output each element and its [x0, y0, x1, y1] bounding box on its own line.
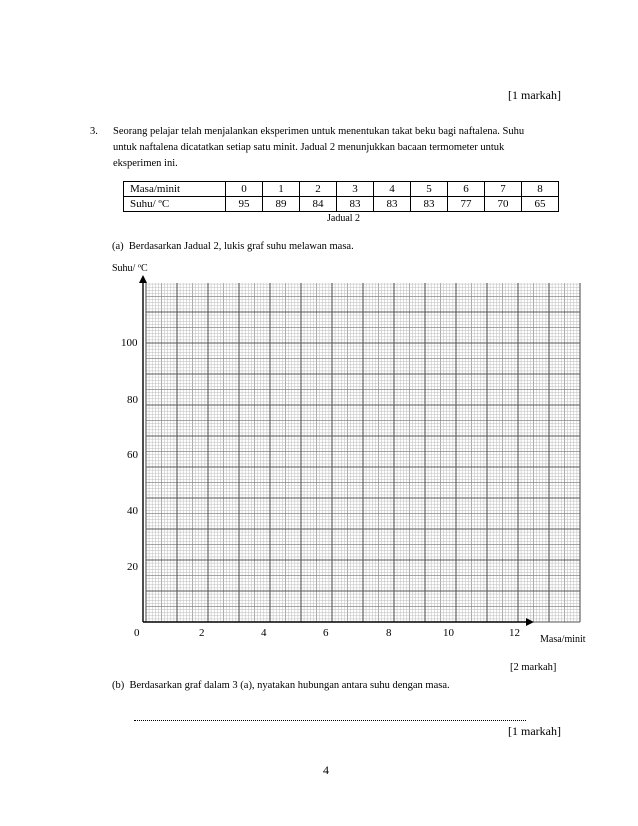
answer-line[interactable] — [134, 708, 526, 721]
question-line-3: eksperimen ini. — [113, 158, 178, 169]
x-tick-label: 10 — [443, 627, 454, 639]
table-cell: 3 — [337, 182, 374, 197]
part-b-mark: [1 markah] — [508, 724, 561, 738]
page-number: 4 — [323, 763, 329, 777]
table-cell: 77 — [448, 197, 485, 212]
question-number: 3. — [90, 126, 98, 137]
table-cell: 83 — [374, 197, 411, 212]
table-cell: 83 — [411, 197, 448, 212]
table-cell: 70 — [485, 197, 522, 212]
x-tick-label: 4 — [261, 627, 267, 639]
table-cell: 4 — [374, 182, 411, 197]
table-cell: 83 — [337, 197, 374, 212]
y-tick-label: 20 — [127, 561, 138, 573]
x-axis-arrow — [526, 618, 534, 626]
table-cell: 1 — [263, 182, 300, 197]
table-cell: 95 — [226, 197, 263, 212]
table-cell: 65 — [522, 197, 559, 212]
x-tick-label: 0 — [134, 627, 140, 639]
table-cell: 7 — [485, 182, 522, 197]
x-tick-label: 8 — [386, 627, 392, 639]
x-tick-label: 2 — [199, 627, 205, 639]
table-cell: 5 — [411, 182, 448, 197]
table-cell: 0 — [226, 182, 263, 197]
y-tick-label: 100 — [121, 337, 138, 349]
y-axis-label: Suhu/ ºC — [112, 263, 148, 274]
question-line-2: untuk naftalena dicatatkan setiap satu minit. Jadual 2 menunjukkan bacaan termometer untuk — [113, 142, 505, 153]
y-axis-arrow — [139, 275, 147, 283]
table-cell: 2 — [300, 182, 337, 197]
part-b-text: Berdasarkan graf dalam 3 (a), nyatakan hubungan antara suhu dengan masa. — [129, 680, 450, 691]
table-cell: 84 — [300, 197, 337, 212]
table-cell: 89 — [263, 197, 300, 212]
y-tick-label: 80 — [127, 394, 138, 406]
table-cell: 6 — [448, 182, 485, 197]
question-line-1: Seorang pelajar telah menjalankan eksperimen untuk menentukan takat beku bagi naftalena. Suhu — [113, 126, 525, 137]
part-a-label: (a) — [112, 241, 124, 252]
table-cell: 8 — [522, 182, 559, 197]
table-row-label: Masa/minit — [124, 182, 226, 197]
table-caption: Jadual 2 — [327, 213, 361, 224]
y-tick-label: 40 — [127, 505, 138, 517]
y-tick-label: 60 — [127, 449, 138, 461]
part-b — [112, 680, 450, 691]
x-axis-label: Masa/minit — [540, 634, 586, 645]
part-a-text: Berdasarkan Jadual 2, lukis graf suhu melawan masa. — [128, 241, 354, 252]
x-tick-label: 12 — [509, 627, 520, 639]
top-mark: [1 markah] — [508, 88, 561, 102]
part-b-label: (b) — [112, 680, 125, 691]
x-tick-label: 6 — [323, 627, 329, 639]
graph-mark: [2 markah] — [510, 662, 557, 673]
table-row-label: Suhu/ ºC — [124, 197, 226, 212]
